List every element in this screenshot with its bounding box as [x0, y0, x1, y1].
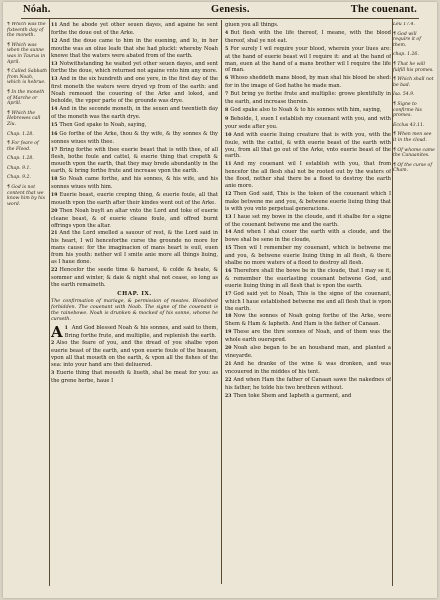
chapter-heading: CHAP. IX.	[117, 290, 152, 297]
margin-note: ¶ Which the Hebrewes call Ziu.	[7, 110, 41, 127]
verse-text: Then Noah buylt an altar vnto the Lord and toke of euerie cleane beast, & of euerie cleane foule, and offred burnt offrings vpon the altar.	[51, 207, 218, 229]
verse-text: And he dranke of the wine & was dronken, and was vncouered in the middes of his tent.	[225, 360, 391, 375]
verse-number: 22	[51, 268, 58, 273]
verse	[51, 106, 218, 121]
verse	[225, 377, 391, 392]
verse-text: So Noah came forthe, and his sonnes, & his wife, and his sonnes wiues with him.	[51, 176, 218, 191]
running-head	[21, 4, 419, 18]
margin-note: ¶ When men see it in the cloud.	[393, 132, 432, 143]
verse-text: And the doue came to him in the euening, and lo, in her mouthe was an oliue leafe that she had pluckt: whereby Noah knewe that the waters were abated from of the earth.	[51, 37, 218, 59]
margin-note: ¶ Of whome came the Canaanites.	[393, 147, 435, 159]
verse-number: 13	[225, 214, 232, 220]
verse-text: I haue set my bowe in the cloude, and it shalbe for a signe of the couenant betwene me and the earth.	[225, 213, 391, 228]
chapter-summary: The confirmation of mariage, & permission of meates. Bloodshed forbidden. The couenant with Noah. The signe of the couenant is the rainebowe. Noah is drunken & mocked of his sonne, whome he curseth.	[51, 298, 218, 322]
verse-text: And with euerie liuing creature that is with you, with the foule, with the cattel, & with euerie beast of the earth with you, from all that go out of the Arke, vnto euerie beast of the earth.	[225, 131, 391, 160]
margin-note: ¶ In the moneth of Marche or Aprill.	[7, 89, 45, 107]
verse-number: 21	[51, 231, 58, 237]
verse-number: 9	[225, 116, 229, 122]
verse-number: 17	[225, 291, 232, 297]
drop-cap: A	[51, 322, 63, 341]
verse-number: 23	[225, 393, 232, 399]
verse-number: 11	[225, 162, 232, 168]
verse-text: And in the six hundreth and one yere, in the first day of the first moneth the waters were dryed vp from of the earth: and Noah remoued the couering of the Arke and loked, and beholde, the vpper parte of the grounde was drye.	[51, 76, 218, 105]
verse-text: Beholde, I, euen I establish my couenant with you, and with your sede after you.	[225, 115, 391, 130]
verse	[225, 91, 391, 106]
verse-text: Then God said, This is the token of the couenant which I make betwene me and you, & betwene euerie liuing thing that is with you vnto perpetual generacions.	[225, 190, 391, 212]
verse	[51, 208, 218, 230]
verse-text: These are the thre sonnes of Noah, and of them was the whole earth ouerspred.	[225, 329, 391, 344]
running-head-right: The couenant.	[350, 4, 417, 15]
margin-note: ¶ Which was when the sunne was in Taurus in April.	[7, 42, 46, 65]
verse-text: Go forthe of the Arke, thou & thy wife, & thy sonnes & thy sonnes wiues with thee.	[51, 130, 218, 145]
verse-number: 15	[51, 122, 58, 128]
verse-text: And my couenant wil I establish with you, that from hencefor the all flesh shal not be rooted out by the waters of the flood, nether shal there be a flood to destroy the earth anie more.	[225, 161, 391, 190]
verse-text: But flesh with the life thereof, I meane, with the blood thereof, shal ye not eat.	[225, 29, 391, 44]
verse-text: God said yet to Noah, This is the signe of the couenant, which I haue established betwene me and all flesh that is vpon the earth.	[225, 290, 391, 312]
verse	[51, 131, 218, 146]
verse-number: 20	[225, 346, 232, 352]
verse-number: 13	[51, 61, 58, 67]
verse-text: Therefore shall the bowe be in the cloude, that I may se it, & remember the euerlasting couenant betwene God, and euerie liuing thing in all flesh that is vpon the earth.	[225, 268, 391, 289]
right-margin-notes	[393, 22, 435, 178]
verse-text: And he abode yet other seuen dayes, and againe he sent forthe the doue out of the Arke.	[51, 22, 218, 36]
verse-number: 1	[64, 325, 68, 331]
verse-number: 14	[225, 230, 232, 236]
column-divider	[221, 20, 222, 584]
margin-note: ¶ Signe to confirme his promes.	[393, 101, 422, 119]
verse-text: Then wil I remember my couenant, which is betwene me and you, & betwene euerie liuing thing in all flesh, & there shalbe no more waters of a flood to destroy all flesh.	[225, 245, 391, 267]
verse-number: 14	[51, 106, 58, 112]
verse-text: Now the sonnes of Noah going forthe of the Arke, were Shem & Ham & Iapheth. And Ham is the father of Canaan.	[225, 313, 391, 328]
verse-number: 11	[51, 23, 58, 28]
verse	[225, 291, 391, 313]
margin-note: Isa. 54.9.	[393, 92, 415, 98]
verse-number: 16	[51, 131, 58, 137]
verse-number: 4	[225, 30, 229, 36]
verse	[225, 313, 391, 328]
verse-text: God spake also to Noah & to his sonnes with him, saying,	[230, 106, 382, 113]
verse-text: Then toke Shem and Iapheth a garment, and	[233, 392, 352, 399]
verse	[225, 229, 391, 244]
verse-number: 22	[225, 377, 232, 383]
right-column	[225, 22, 391, 584]
chapter-9-verses-right	[225, 22, 391, 400]
verse	[225, 116, 391, 131]
verse-number: 21	[225, 361, 232, 367]
verse	[225, 132, 391, 161]
verse-number: 12	[51, 38, 58, 44]
verse-number: 7	[225, 92, 229, 98]
verse	[225, 393, 391, 401]
verse	[51, 22, 218, 37]
verse	[51, 38, 218, 60]
verse	[51, 147, 218, 176]
margin-note: ¶ For feare of the Flood.	[7, 141, 39, 152]
verse	[51, 61, 218, 76]
verse	[51, 267, 218, 289]
verse	[51, 192, 218, 207]
verse	[225, 107, 391, 115]
left-margin-notes	[7, 22, 47, 211]
margin-note: Chap. 1.28.	[7, 131, 34, 137]
verse-text: giuen you all things.	[225, 22, 279, 28]
verse	[51, 122, 218, 130]
verse-number: 20	[51, 208, 58, 214]
verse-text: Whoso sheddeth mans blood, by man shal his blood be shed: for in the image of God hathe he made man.	[225, 75, 391, 90]
verse-text: Then God spake to Noah, saying,	[59, 121, 147, 128]
verse-number: 15	[225, 246, 232, 252]
left-column	[51, 22, 218, 584]
verse-text: And God blessed Noah & his sonnes, and said to them, Bring forthe frute, and multiplie, and replenish the earth.	[64, 324, 218, 339]
margin-note: ¶ Which shall not be bad.	[393, 77, 434, 88]
verse-text: Euerie beast, euerie creping thing, & euerie foule, all that moueth vpon the earth after their kindes went out of the Arke.	[51, 191, 218, 206]
margin-note: Leu 17.4.	[393, 22, 415, 27]
verse	[51, 340, 218, 369]
verse-text: And when I shal couer the earth with a cloude, and the bowe shal be sene in the cloude,	[225, 229, 391, 244]
verse-number: 8	[225, 107, 229, 113]
margin-note: ¶ That he will fulfill his promes.	[393, 61, 434, 73]
verse	[51, 76, 218, 105]
margin-note: Ecclus 43.11.	[393, 122, 425, 128]
verse	[225, 161, 391, 190]
verse	[225, 46, 391, 75]
margin-note: ¶ God is not content that we know him by his word.	[7, 185, 45, 207]
margin-note: ¶ Called Sabbath from Noah, which is hebrue.	[7, 69, 47, 86]
verse-text: Also the feare of you, and the dread of you shalbe vpon euerie beast of the earth, and vpon euerie foule of the heauen, vpon all that moueth on the earth, & vpon all the fishes of the sea: into your hand are thei deliuered.	[51, 340, 218, 369]
verse-number: 3	[51, 371, 55, 377]
verse	[225, 245, 391, 267]
verse-number: 18	[51, 177, 58, 183]
verse	[51, 230, 218, 266]
verse-number: 16	[225, 269, 232, 274]
verse-number: 18	[225, 314, 232, 320]
verse-number: 5	[225, 46, 229, 52]
verse-text: Hencefor the seede time & haruest, & colde & heate, & sommer and winter, & daie & night shal not cease, so long as the earth remaineth.	[51, 267, 218, 288]
margin-note: chap. 1.26.	[393, 52, 419, 58]
verse-number: 12	[225, 191, 232, 197]
verse-text: For surely I wil require your blood, wherein your liues are: at the hand of euerie beast wil I require it: and at the hand of man, euen at the hand of a mans brother wil I require the life of man.	[225, 45, 391, 74]
verse-text: Bring forthe with thee euerie beast that is with thee, of all flesh, bothe foule and cattel, & euerie thing that crepeth & moueth vpon the earth, that they may brede abundantly in the earth, & bring forthe frute and increase vpon the earth.	[51, 146, 218, 175]
verse	[225, 345, 391, 360]
verse-text: And the Lord smelled a sauour of rest, & the Lord said in his heart, I wil henceforthe curse the grounde no more for mans cause: for the imaginacion of mans heart is euil, euen from his youth: nether wil I smite anie more all things liuing, as I haue done.	[51, 230, 218, 266]
verse	[225, 214, 391, 229]
verse	[51, 370, 218, 385]
margin-note: Chap. 9.2.	[7, 175, 31, 181]
verse-text: Noah also began to be an housband man, and planted a vineyarde.	[225, 345, 391, 359]
chapter-9-first-verse	[51, 322, 218, 341]
verse	[225, 329, 391, 344]
verse-number: 2	[51, 341, 55, 347]
running-head-left: Nóah.	[23, 4, 51, 15]
verse	[225, 22, 391, 29]
verse	[51, 176, 218, 191]
verse-number: 19	[51, 192, 58, 198]
margin-note: Chap. 9.1.	[7, 165, 31, 171]
margin-note: ¶ Of the curse of Cham.	[393, 162, 433, 174]
verse-number: 19	[225, 330, 232, 336]
verse-number: 17	[51, 147, 58, 153]
verse	[225, 75, 391, 90]
running-head-center: Genesis.	[211, 4, 250, 15]
margin-note: Chap. 1.28.	[7, 156, 34, 162]
verse-number: 10	[225, 132, 232, 138]
verse-number: 6	[225, 76, 229, 82]
verse-text: But bring ye forthe frute and multiplie: growe plentifully in the earth, and increase therein.	[225, 91, 391, 106]
verse	[225, 191, 391, 213]
bible-page	[3, 2, 437, 598]
verse-number: 13	[51, 77, 58, 83]
verse	[225, 361, 391, 376]
verse-text: Notwithstanding he waited yet other seuen dayes, and sent forthe the doue, which returned not againe vnto him any more.	[51, 60, 218, 75]
chapter-9-verses-left	[51, 340, 218, 384]
verse-text: And in the seconde moneth, in the seuen and twentieth day of the moneth was the earth drye.	[51, 105, 218, 120]
chapter-8-verses	[51, 22, 218, 289]
verse	[225, 268, 391, 290]
verse-text: And when Ham the father of Canaan sawe the nakednes of his father, he tolde his two brethren without.	[225, 376, 391, 391]
margin-note: ¶ God will require it of them.	[393, 31, 421, 48]
margin-note: ¶ Which was the fixteenth day of the moneth.	[7, 22, 46, 39]
verse	[225, 30, 391, 45]
verse-text: Euerie thing that moueth & liueth, shal be meat for you: as the grene herbe, haue I	[51, 370, 218, 384]
